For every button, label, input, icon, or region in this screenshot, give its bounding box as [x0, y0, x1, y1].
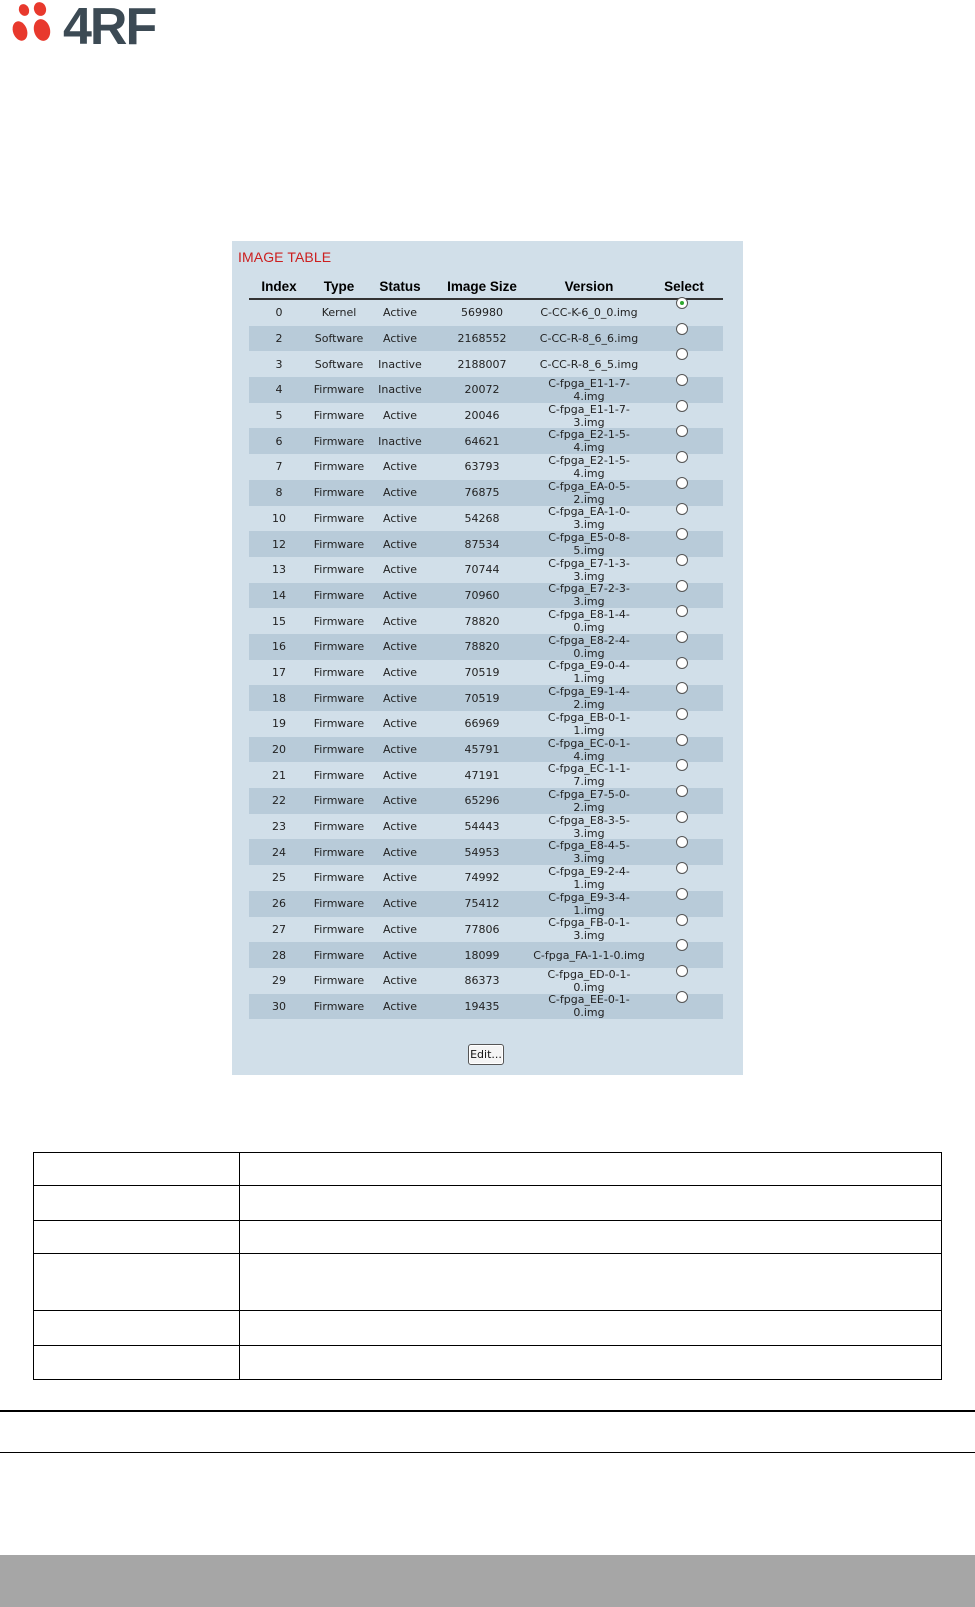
- description-cell: [240, 1311, 942, 1346]
- description-cell: [240, 1346, 942, 1380]
- table-row: [34, 1221, 942, 1254]
- cell-select: [645, 377, 723, 403]
- cell-index: 20: [272, 743, 286, 757]
- select-radio-button[interactable]: [676, 554, 688, 566]
- select-radio-button[interactable]: [676, 580, 688, 592]
- cell-index: 2: [275, 332, 283, 346]
- cell-image-size: 87534: [464, 537, 500, 551]
- select-radio-button[interactable]: [676, 477, 688, 489]
- cell-version: C-fpga_E1-1-7-3.img: [548, 402, 630, 429]
- cell-version: C-fpga_E9-3-4-1.img: [548, 890, 630, 917]
- table-row: [34, 1311, 942, 1346]
- panel-title: IMAGE TABLE: [238, 249, 332, 265]
- cell-image-size: 54953: [464, 845, 500, 859]
- table-row: [249, 942, 723, 968]
- cell-image-size: 78820: [464, 614, 500, 628]
- cell-status: Active: [382, 486, 418, 500]
- table-row: [249, 737, 723, 763]
- cell-status: Active: [382, 999, 418, 1013]
- cell-version: C-fpga_EC-0-1-4.img: [547, 736, 631, 763]
- select-radio-button[interactable]: [676, 785, 688, 797]
- cell-index: 24: [272, 845, 286, 859]
- cell-select: [645, 762, 723, 788]
- cell-type: Firmware: [313, 897, 365, 911]
- cell-type: Firmware: [313, 794, 365, 808]
- cell-version: C-CC-K-6_0_0.img: [540, 306, 638, 320]
- cell-type: Software: [314, 357, 364, 371]
- cell-version: C-CC-R-8_6_5.img: [539, 357, 639, 371]
- table-row: [249, 583, 723, 609]
- cell-select: [645, 634, 723, 660]
- cell-type: Firmware: [313, 922, 365, 936]
- cell-index: 25: [272, 871, 286, 885]
- cell-select: [645, 968, 723, 994]
- cell-select: [645, 865, 723, 891]
- cell-type: Firmware: [313, 460, 365, 474]
- cell-status: Active: [382, 922, 418, 936]
- cell-image-size: 20046: [464, 409, 500, 423]
- image-table: [249, 275, 723, 1019]
- table-row: [249, 788, 723, 814]
- cell-image-size: 20072: [464, 383, 500, 397]
- cell-type: Firmware: [313, 486, 365, 500]
- cell-select: [645, 300, 723, 326]
- select-radio-button[interactable]: [676, 605, 688, 617]
- cell-type: Firmware: [313, 511, 365, 525]
- select-radio-button[interactable]: [676, 348, 688, 360]
- cell-index: 16: [272, 640, 286, 654]
- cell-select: [645, 506, 723, 532]
- table-row: [249, 891, 723, 917]
- term-cell: [34, 1254, 240, 1311]
- cell-select: [645, 788, 723, 814]
- table-row: [249, 762, 723, 788]
- cell-image-size: 47191: [464, 768, 500, 782]
- cell-select: [645, 480, 723, 506]
- cell-image-size: 569980: [461, 306, 503, 320]
- select-radio-button[interactable]: [676, 503, 688, 515]
- cell-version: C-fpga_E7-2-3-3.img: [548, 582, 630, 609]
- cell-index: 6: [275, 434, 283, 448]
- cell-index: 30: [272, 999, 286, 1013]
- cell-type: Firmware: [313, 768, 365, 782]
- cell-type: Firmware: [313, 434, 365, 448]
- cell-type: Firmware: [313, 614, 365, 628]
- column-header-version: Version: [564, 279, 614, 294]
- cell-status: Active: [382, 511, 418, 525]
- cell-image-size: 66969: [464, 717, 500, 731]
- cell-type: Firmware: [313, 588, 365, 602]
- cell-version: C-CC-R-8_6_6.img: [539, 332, 639, 346]
- description-cell: [240, 1186, 942, 1221]
- table-row: [249, 711, 723, 737]
- cell-type: Firmware: [313, 845, 365, 859]
- table-row: [249, 634, 723, 660]
- cell-status: Inactive: [378, 383, 422, 397]
- cell-version: C-fpga_E7-5-0-2.img: [548, 787, 630, 814]
- table-row: [249, 506, 723, 532]
- cell-status: Active: [382, 948, 418, 962]
- cell-status: Active: [382, 743, 418, 757]
- cell-type: Firmware: [313, 871, 365, 885]
- cell-status: Inactive: [378, 434, 422, 448]
- table-row: [249, 994, 723, 1020]
- cell-status: Active: [382, 768, 418, 782]
- cell-status: Active: [382, 845, 418, 859]
- description-cell: [240, 1153, 942, 1186]
- cell-status: Active: [382, 537, 418, 551]
- cell-status: Active: [382, 691, 418, 705]
- cell-select: [645, 608, 723, 634]
- cell-image-size: 74992: [464, 871, 500, 885]
- cell-index: 0: [275, 306, 283, 320]
- cell-type: Firmware: [313, 537, 365, 551]
- cell-status: Active: [382, 871, 418, 885]
- table-row: [249, 608, 723, 634]
- description-cell: [240, 1221, 942, 1254]
- cell-image-size: 70519: [464, 691, 500, 705]
- cell-version: C-fpga_E9-2-4-1.img: [548, 864, 630, 891]
- cell-version: C-fpga_EE-0-1-0.img: [548, 993, 630, 1020]
- cell-status: Active: [382, 717, 418, 731]
- table-row: [249, 685, 723, 711]
- table-row: [249, 351, 723, 377]
- cell-index: 27: [272, 922, 286, 936]
- image-table-panel: [232, 241, 743, 1075]
- cell-status: Active: [382, 974, 418, 988]
- table-header: [249, 275, 723, 300]
- cell-index: 17: [272, 665, 286, 679]
- cell-status: Active: [382, 563, 418, 577]
- table-row: [249, 839, 723, 865]
- page-footer-band: [0, 1555, 975, 1607]
- select-radio-button[interactable]: [676, 734, 688, 746]
- cell-type: Firmware: [313, 820, 365, 834]
- cell-index: 28: [272, 948, 286, 962]
- cell-version: C-fpga_FB-0-1-3.img: [548, 916, 630, 943]
- cell-version: C-fpga_E7-1-3-3.img: [548, 556, 630, 583]
- cell-select: [645, 531, 723, 557]
- cell-type: Firmware: [313, 409, 365, 423]
- select-radio-button[interactable]: [676, 425, 688, 437]
- cell-version: C-fpga_E9-0-4-1.img: [548, 659, 630, 686]
- column-header-image-size: Image Size: [447, 279, 517, 294]
- select-radio-button[interactable]: [676, 991, 688, 1003]
- cell-status: Active: [382, 409, 418, 423]
- cell-select: [645, 839, 723, 865]
- cell-status: Active: [382, 614, 418, 628]
- cell-index: 22: [272, 794, 286, 808]
- term-cell: [34, 1221, 240, 1254]
- cell-type: Firmware: [313, 948, 365, 962]
- table-row: [249, 377, 723, 403]
- column-header-type: Type: [323, 279, 355, 294]
- table-row: [249, 454, 723, 480]
- select-radio-button[interactable]: [676, 708, 688, 720]
- table-row: [249, 865, 723, 891]
- select-radio-button[interactable]: [676, 836, 688, 848]
- cell-status: Active: [382, 665, 418, 679]
- cell-index: 8: [275, 486, 283, 500]
- cell-index: 10: [272, 511, 286, 525]
- select-radio-button[interactable]: [676, 323, 688, 335]
- table-row: [34, 1186, 942, 1221]
- cell-select: [645, 428, 723, 454]
- brand-logo: [10, 0, 185, 48]
- cell-type: Firmware: [313, 974, 365, 988]
- column-header-status: Status: [379, 279, 421, 294]
- table-row: [249, 428, 723, 454]
- term-cell: [34, 1311, 240, 1346]
- cell-version: C-fpga_EB-0-1-1.img: [547, 710, 631, 737]
- table-row: [34, 1153, 942, 1186]
- cell-status: Active: [382, 332, 418, 346]
- column-header-index: Index: [261, 279, 297, 294]
- svg-text:4RF: 4RF: [63, 0, 156, 48]
- cell-index: 15: [272, 614, 286, 628]
- description-table: [33, 1152, 942, 1380]
- cell-image-size: 77806: [464, 922, 500, 936]
- 4rf-logo-icon: [10, 0, 185, 48]
- term-cell: [34, 1346, 240, 1380]
- cell-select: [645, 454, 723, 480]
- select-radio-button[interactable]: [676, 759, 688, 771]
- cell-version: C-fpga_E8-3-5-3.img: [548, 813, 630, 840]
- cell-image-size: 54268: [464, 511, 500, 525]
- table-row: [249, 403, 723, 429]
- cell-select: [645, 917, 723, 943]
- cell-image-size: 86373: [464, 974, 500, 988]
- cell-type: Firmware: [313, 717, 365, 731]
- cell-image-size: 45791: [464, 743, 500, 757]
- select-radio-button[interactable]: [676, 374, 688, 386]
- cell-index: 19: [272, 717, 286, 731]
- cell-version: C-fpga_E9-1-4-2.img: [548, 685, 630, 712]
- table-row: [249, 917, 723, 943]
- cell-index: 13: [272, 563, 286, 577]
- cell-type: Firmware: [313, 640, 365, 654]
- cell-index: 12: [272, 537, 286, 551]
- cell-index: 29: [272, 974, 286, 988]
- cell-image-size: 65296: [464, 794, 500, 808]
- cell-index: 14: [272, 588, 286, 602]
- cell-version: C-fpga_E8-4-5-3.img: [548, 839, 630, 866]
- cell-version: C-fpga_E8-2-4-0.img: [548, 633, 630, 660]
- table-row: [34, 1254, 942, 1311]
- cell-index: 3: [275, 357, 283, 371]
- cell-select: [645, 685, 723, 711]
- cell-status: Active: [382, 306, 418, 320]
- table-row: [249, 531, 723, 557]
- cell-type: Firmware: [313, 999, 365, 1013]
- select-radio-button[interactable]: [676, 451, 688, 463]
- select-radio-button[interactable]: [676, 965, 688, 977]
- description-cell: [240, 1254, 942, 1311]
- cell-image-size: 70960: [464, 588, 500, 602]
- cell-image-size: 18099: [464, 948, 500, 962]
- cell-image-size: 2188007: [457, 357, 507, 371]
- table-row: [249, 968, 723, 994]
- select-radio-button[interactable]: [676, 939, 688, 951]
- cell-select: [645, 711, 723, 737]
- cell-version: C-fpga_E2-1-5-4.img: [548, 428, 630, 455]
- cell-version: C-fpga_EA-1-0-3.img: [548, 505, 630, 532]
- term-cell: [34, 1153, 240, 1186]
- table-row: [249, 480, 723, 506]
- select-radio-button[interactable]: [676, 400, 688, 412]
- cell-version: C-fpga_FA-1-1-0.img: [533, 948, 645, 962]
- table-row: [249, 326, 723, 352]
- cell-image-size: 64621: [464, 434, 500, 448]
- horizontal-rule: [0, 1452, 975, 1453]
- cell-status: Active: [382, 640, 418, 654]
- select-radio-button[interactable]: [676, 914, 688, 926]
- cell-version: C-fpga_E5-0-8-5.img: [548, 531, 630, 558]
- cell-type: Firmware: [313, 383, 365, 397]
- cell-index: 7: [275, 460, 283, 474]
- cell-image-size: 76875: [464, 486, 500, 500]
- cell-image-size: 63793: [464, 460, 500, 474]
- cell-version: C-fpga_E1-1-7-4.img: [548, 376, 630, 403]
- select-radio-button[interactable]: [676, 528, 688, 540]
- cell-index: 18: [272, 691, 286, 705]
- cell-type: Kernel: [321, 306, 357, 320]
- cell-image-size: 78820: [464, 640, 500, 654]
- cell-status: Inactive: [378, 357, 422, 371]
- select-radio-button[interactable]: [676, 657, 688, 669]
- cell-version: C-fpga_EC-1-1-7.img: [547, 762, 631, 789]
- select-radio-button[interactable]: [676, 297, 688, 309]
- table-row: [34, 1346, 942, 1380]
- cell-index: 5: [275, 409, 283, 423]
- select-radio-button[interactable]: [676, 888, 688, 900]
- horizontal-rule: [0, 1410, 975, 1412]
- cell-select: [645, 351, 723, 377]
- cell-version: C-fpga_ED-0-1-0.img: [547, 967, 631, 994]
- cell-status: Active: [382, 794, 418, 808]
- edit-button[interactable]: Edit...: [468, 1044, 504, 1065]
- cell-image-size: 2168552: [457, 332, 507, 346]
- cell-select: [645, 942, 723, 968]
- cell-image-size: 54443: [464, 820, 500, 834]
- cell-image-size: 70519: [464, 665, 500, 679]
- cell-index: 26: [272, 897, 286, 911]
- select-radio-button[interactable]: [676, 631, 688, 643]
- cell-version: C-fpga_E2-1-5-4.img: [548, 453, 630, 480]
- table-row: [249, 660, 723, 686]
- cell-type: Firmware: [313, 563, 365, 577]
- cell-type: Firmware: [313, 665, 365, 679]
- column-header-select: Select: [664, 279, 704, 294]
- cell-status: Active: [382, 460, 418, 474]
- table-row: [249, 300, 723, 326]
- select-radio-button[interactable]: [676, 682, 688, 694]
- cell-index: 4: [275, 383, 283, 397]
- cell-version: C-fpga_EA-0-5-2.img: [548, 479, 630, 506]
- cell-version: C-fpga_E8-1-4-0.img: [548, 608, 630, 635]
- cell-status: Active: [382, 897, 418, 911]
- cell-index: 21: [272, 768, 286, 782]
- term-cell: [34, 1186, 240, 1221]
- cell-image-size: 19435: [464, 999, 500, 1013]
- select-radio-button[interactable]: [676, 811, 688, 823]
- cell-index: 23: [272, 820, 286, 834]
- cell-type: Firmware: [313, 743, 365, 757]
- cell-status: Active: [382, 820, 418, 834]
- cell-status: Active: [382, 588, 418, 602]
- cell-type: Firmware: [313, 691, 365, 705]
- cell-image-size: 75412: [464, 897, 500, 911]
- table-body: [249, 300, 723, 1019]
- cell-select: [645, 891, 723, 917]
- cell-image-size: 70744: [464, 563, 500, 577]
- table-row: [249, 814, 723, 840]
- table-row: [249, 557, 723, 583]
- cell-type: Software: [314, 332, 364, 346]
- select-radio-button[interactable]: [676, 862, 688, 874]
- cell-select: [645, 994, 723, 1020]
- cell-select: [645, 557, 723, 583]
